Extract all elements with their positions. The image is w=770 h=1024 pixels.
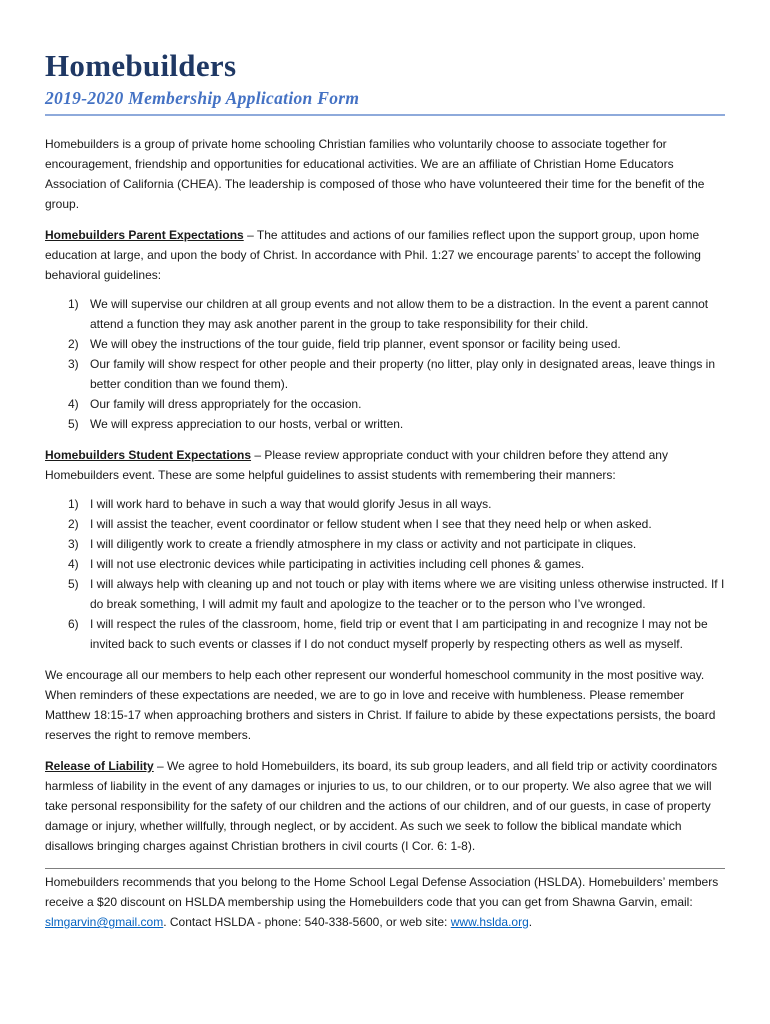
list-number: 1)	[68, 297, 79, 311]
list-number: 1)	[68, 497, 79, 511]
list-item	[45, 494, 725, 514]
list-text: I will diligently work to create a friendly atmosphere in my class or activity and not participate in cliques.	[90, 537, 637, 551]
list-text: I will always help with cleaning up and not touch or play with items where we are visiting unless otherwise instructed. If I do break something, I will admit my fault and apologize to the teacher or to the person who I’ve wronged.	[90, 577, 725, 611]
document-page	[45, 48, 725, 932]
list-text: Our family will show respect for other people and their property (no litter, play only in designated areas, leave things in better condition than we found them).	[90, 357, 715, 391]
page-title: Homebuilders	[45, 48, 237, 83]
list-text: We will supervise our children at all group events and not allow them to be a distraction. In the event a parent cannot attend a function they may ask another parent in the group to take responsibility for their child.	[90, 297, 709, 331]
list-text: I will respect the rules of the classroom, home, field trip or event that I am participating in and recognize I may not be invited back to such events or classes if I do not conduct myself properly by respecting others as well as myself.	[90, 617, 708, 651]
student-guidelines-list	[45, 494, 725, 654]
list-number: 2)	[68, 517, 79, 531]
list-item	[45, 294, 725, 334]
parent-expectations-text: – The attitudes and actions of our families reflect upon the support group, upon home education at large, and upon the body of Christ. In accordance with Phil. 1:27 we encourage parents’ to accept the following behavioral guidelines:	[45, 228, 701, 282]
email-link[interactable]: slmgarvin@gmail.com	[45, 915, 164, 929]
list-item	[45, 534, 725, 554]
list-number: 4)	[68, 557, 79, 571]
liability-paragraph	[45, 756, 725, 856]
list-number: 6)	[68, 617, 79, 631]
parent-expectations-paragraph	[45, 225, 725, 285]
list-number: 3)	[68, 357, 79, 371]
footer-paragraph	[45, 872, 725, 932]
website-link[interactable]: www.hslda.org	[450, 915, 529, 929]
list-text: Our family will dress appropriately for the occasion.	[90, 397, 362, 411]
list-number: 5)	[68, 417, 79, 431]
list-number: 3)	[68, 537, 79, 551]
page-subtitle: 2019-2020 Membership Application Form	[45, 88, 360, 108]
footer-text-after: .	[528, 915, 533, 929]
student-expectations-paragraph	[45, 445, 725, 485]
encouragement-paragraph: We encourage all our members to help each other represent our wonderful homeschool community in the most positive way. When reminders of these expectations are needed, we are to go in love and receive with humbleness. Please remember Matthew 18:15-17 when approaching brothers and sisters in Christ. If failure to abide by these expectations persists, the board reserves the right to remove members.	[45, 668, 716, 742]
list-item	[45, 614, 725, 654]
list-text: I will not use electronic devices while participating in activities including cell phones & games.	[90, 557, 585, 571]
student-expectations-heading: Homebuilders Student Expectations	[45, 448, 252, 462]
list-item	[45, 574, 725, 614]
list-item	[45, 554, 725, 574]
liability-heading: Release of Liability	[45, 759, 154, 773]
list-number: 5)	[68, 577, 79, 591]
parent-expectations-heading: Homebuilders Parent Expectations	[45, 228, 244, 242]
list-text: I will work hard to behave in such a way that would glorify Jesus in all ways.	[90, 497, 492, 511]
list-text: We will obey the instructions of the tour guide, field trip planner, event sponsor or facility being used.	[90, 337, 621, 351]
list-number: 4)	[68, 397, 79, 411]
parent-guidelines-list	[45, 294, 725, 434]
footer-text-before: Homebuilders recommends that you belong to the Home School Legal Defense Association (HSLDA). Homebuilders’ members receive a $20 discount on HSLDA membership using the Homebuilders code that you can get from Shawna Garvin, email:	[45, 875, 719, 909]
intro-paragraph: Homebuilders is a group of private home schooling Christian families who voluntarily choose to associate together for encouragement, friendship and opportunities for educational activities. We are an affiliate of Christian Home Educators Association of California (CHEA). The leadership is composed of those who have volunteered their time for the benefit of the group.	[45, 137, 705, 211]
list-item	[45, 394, 725, 414]
list-item	[45, 334, 725, 354]
list-text: I will assist the teacher, event coordinator or fellow student when I see that they need help or when asked.	[90, 517, 652, 531]
footer-text-middle: . Contact HSLDA - phone: 540-338-5600, or web site:	[163, 915, 451, 929]
liability-text: – We agree to hold Homebuilders, its board, its sub group leaders, and all field trip or activity coordinators harmless of liability in the event of any damages or injuries to us, to our children, or to our property. We also agree that we will take personal responsibility for the safety of our children and the actions of our children, and of our guests, in case of property damage or injury, whether willfully, through neglect, or by accident. As such we seek to follow the biblical mandate which disallows bringing charges against Christian brothers in civil courts (I Cor. 6: 1-8).	[45, 759, 718, 853]
hslda-footer	[45, 868, 725, 932]
title-divider	[45, 114, 725, 116]
list-item	[45, 414, 725, 434]
list-text: We will express appreciation to our hosts, verbal or written.	[90, 417, 404, 431]
list-number: 2)	[68, 337, 79, 351]
student-expectations-text: – Please review appropriate conduct with your children before they attend any Homebuilders event. These are some helpful guidelines to assist students with remembering their manners:	[45, 448, 668, 482]
list-item	[45, 354, 725, 394]
list-item	[45, 514, 725, 534]
